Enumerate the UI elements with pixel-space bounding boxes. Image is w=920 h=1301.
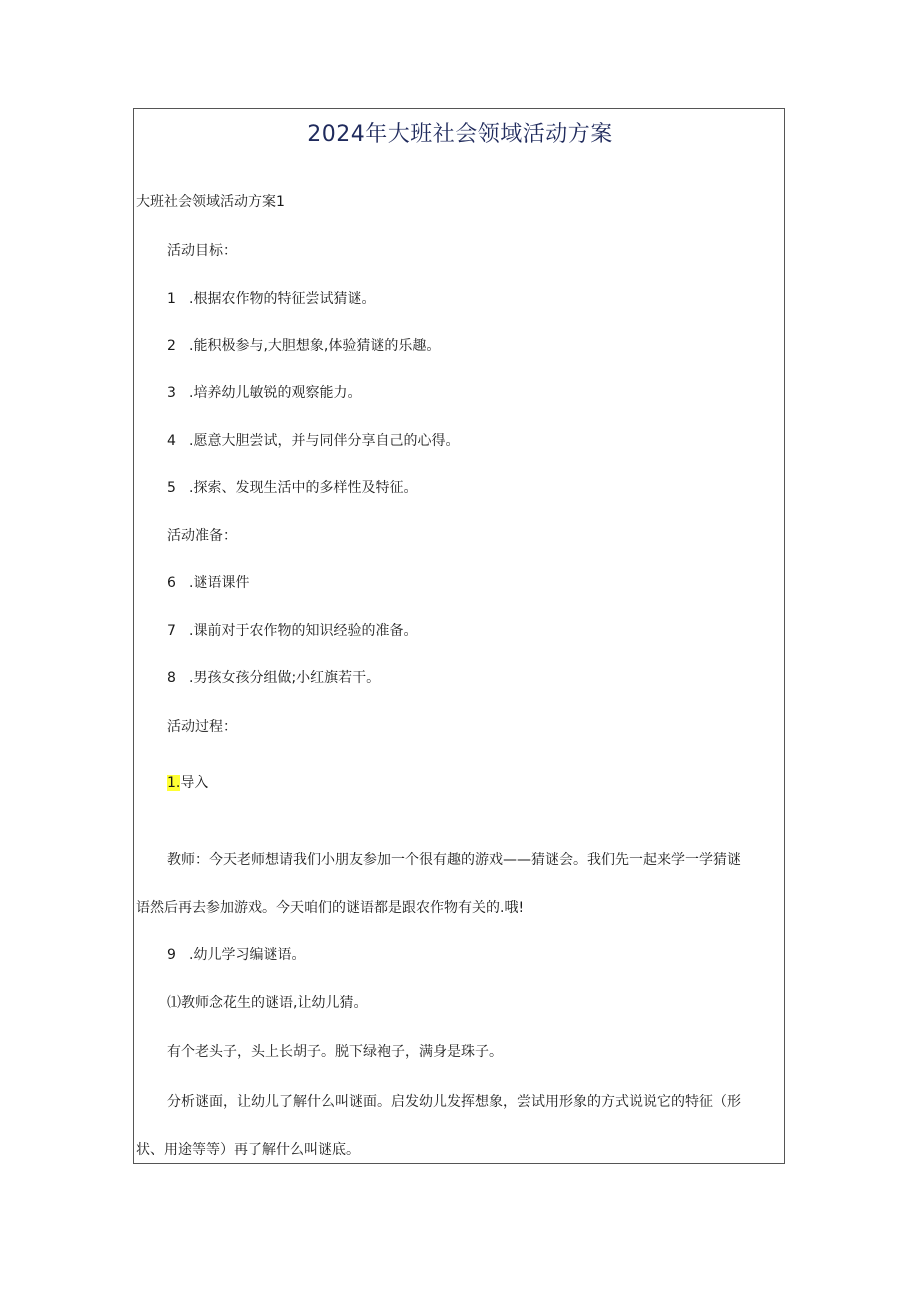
sub-step-1: ⑴教师念花生的谜语,让幼儿猜。 [167,995,368,1011]
goal-number: 3 [167,385,176,401]
goal-item-4 [167,432,459,450]
prep-item-8 [167,669,380,687]
goal-number: 1 [167,291,176,307]
prep-text: .谜语课件 [189,575,250,591]
document-title: 2024年大班社会领域活动方案 [307,122,613,147]
goal-number: 2 [167,338,176,354]
step-1 [167,774,208,792]
prep-text: .男孩女孩分组做;小红旗若干。 [189,670,381,686]
prep-number: 7 [167,623,176,639]
goal-number: 5 [167,480,176,496]
prep-text: .课前对于农作物的知识经验的准备。 [189,623,418,639]
teacher-paragraph-line-1: 教师：今天老师想请我们小朋友参加一个很有趣的游戏——猜谜会。我们先一起来学一学猜谜 [167,852,741,868]
prep-number: 6 [167,575,176,591]
step-9 [167,946,305,964]
goal-item-3 [167,384,361,402]
goals-heading: 活动目标： [167,243,237,259]
goal-number: 4 [167,433,176,449]
goal-item-1 [167,290,375,308]
goal-text: .能积极参与,大胆想象,体验猜谜的乐趣。 [189,338,441,354]
goal-text: .培养幼儿敏锐的观察能力。 [189,385,362,401]
analysis-line-1: 分析谜面，让幼儿了解什么叫谜面。启发幼儿发挥想象，尝试用形象的方式说说它的特征（形 [167,1094,741,1110]
section-title: 大班社会领域活动方案1 [136,194,285,210]
goal-item-5 [167,479,417,497]
step-1-text: 导入 [180,775,209,791]
goal-text: .探索、发现生活中的多样性及特征。 [189,480,418,496]
prep-item-7 [167,622,417,640]
analysis-line-2: 状、用途等等）再了解什么叫谜底。 [136,1142,360,1158]
teacher-paragraph-line-2: 语然后再去参加游戏。今天咱们的谜语都是跟农作物有关的.哦! [136,900,525,916]
process-heading: 活动过程： [167,719,237,735]
riddle-text: 有个老头子，头上长胡子。脱下绿袍子，满身是珠子。 [167,1044,503,1060]
prep-number: 8 [167,670,176,686]
step-number: 9 [167,947,176,963]
goal-text: .根据农作物的特征尝试猜谜。 [189,291,376,307]
goal-text: .愿意大胆尝试，并与同伴分享自己的心得。 [189,433,460,449]
goal-item-2 [167,337,440,355]
prep-item-6 [167,574,249,592]
prep-heading: 活动准备： [167,528,237,544]
step-9-text: .幼儿学习编谜语。 [189,947,306,963]
highlighted-step-number: 1. [167,775,181,791]
